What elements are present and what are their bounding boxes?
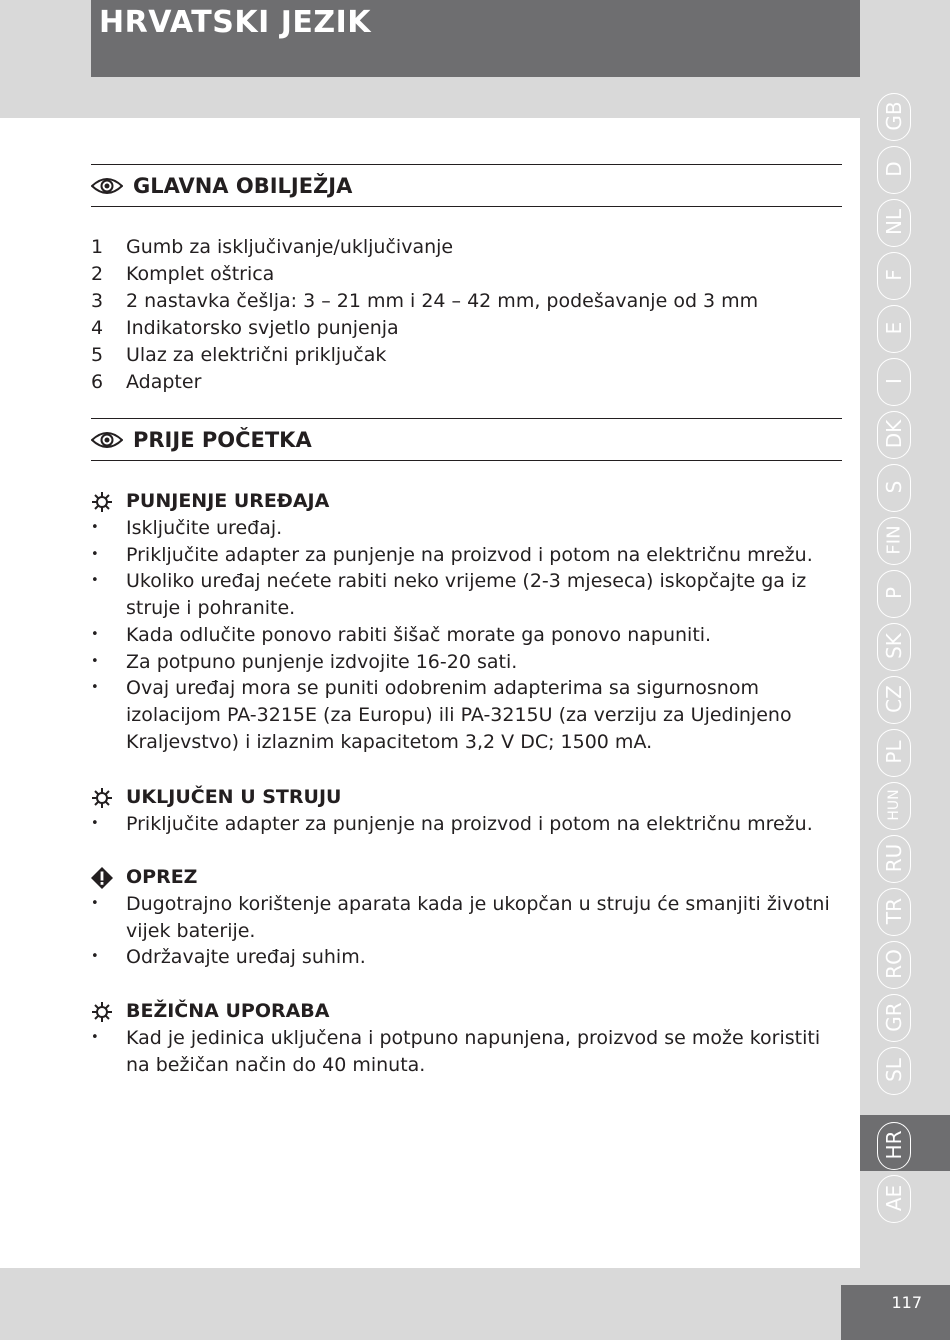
list-item: 2 Komplet oštrica bbox=[91, 263, 275, 285]
lang-tab-hun[interactable]: HUN bbox=[877, 782, 911, 828]
sun-icon bbox=[91, 1001, 113, 1023]
lang-tab-ro[interactable]: RO bbox=[877, 941, 911, 987]
lang-tab-gb[interactable]: GB bbox=[877, 93, 911, 139]
lang-tab-f[interactable]: F bbox=[877, 252, 911, 298]
eye-icon bbox=[91, 430, 123, 450]
lang-tab-ae[interactable]: AE bbox=[877, 1175, 911, 1221]
subsection-caution bbox=[91, 864, 842, 971]
lang-tab-ru[interactable]: RU bbox=[877, 835, 911, 881]
lang-tab-gr[interactable]: GR bbox=[877, 994, 911, 1040]
list-item: • Održavajte uređaj suhim. bbox=[91, 946, 366, 969]
subsection-plugged bbox=[91, 784, 842, 838]
lang-tab-sk[interactable]: SK bbox=[877, 623, 911, 669]
list-item: • Kada odlučite ponovo rabiti šišač morate ga ponovo napuniti. bbox=[91, 623, 712, 646]
list-item: 3 2 nastavka češlja: 3 – 21 mm i 24 – 42 mm, podešavanje od 3 mm bbox=[91, 290, 759, 312]
lang-tab-tr[interactable]: TR bbox=[877, 888, 911, 934]
lang-tab-cz[interactable]: CZ bbox=[877, 676, 911, 722]
section-title-features: GLAVNA OBILJEŽJA bbox=[133, 173, 353, 198]
subsection-title-caution: OPREZ bbox=[91, 864, 842, 891]
warning-icon bbox=[91, 867, 113, 889]
list-item: • Priključite adapter za punjenje na proizvod i potom na električnu mrežu. bbox=[91, 543, 813, 566]
subsection-charging bbox=[91, 488, 842, 755]
lang-tab-pl[interactable]: PL bbox=[877, 729, 911, 775]
list-item: 1 Gumb za isključivanje/uključivanje bbox=[91, 236, 454, 258]
lang-tab-i[interactable]: I bbox=[877, 358, 911, 404]
list-item: • Za potpuno punjenje izdvojite 16-20 sati. bbox=[91, 650, 518, 673]
lang-tab-p[interactable]: P bbox=[877, 570, 911, 616]
lang-tab-sl[interactable]: SL bbox=[877, 1047, 911, 1093]
list-item: 6 Adapter bbox=[91, 371, 202, 393]
section-header-before-start bbox=[91, 418, 842, 461]
lang-tab-e[interactable]: E bbox=[877, 305, 911, 351]
lang-tab-hr-active[interactable]: HR bbox=[877, 1122, 911, 1168]
list-item: • Isključite uređaj. bbox=[91, 517, 283, 539]
subsection-title-charging: PUNJENJE UREĐAJA bbox=[91, 488, 842, 515]
list-item: • Priključite adapter za punjenje na proizvod i potom na električnu mrežu. bbox=[91, 813, 813, 835]
subsection-title-plugged: UKLJUČEN U STRUJU bbox=[91, 784, 842, 811]
sun-icon bbox=[91, 787, 113, 809]
lang-tab-fin[interactable]: FIN bbox=[877, 517, 911, 563]
section-header-features bbox=[91, 164, 842, 207]
list-item: • Kad je jedinica uključena i potpuno napunjena, proizvod se može koristiti na bežičan način do 40 minuta. bbox=[91, 1027, 821, 1076]
features-list bbox=[91, 234, 842, 396]
eye-icon bbox=[91, 176, 123, 196]
list-item: • Ukoliko uređaj nećete rabiti neko vrijeme (2-3 mjeseca) iskopčajte ga iz struje i pohranite. bbox=[91, 570, 807, 620]
list-item: • Dugotrajno korištenje aparata kada je ukopčan u struju će smanjiti životni vijek baterije. bbox=[91, 893, 830, 942]
page-title: HRVATSKI JEZIK bbox=[99, 5, 372, 40]
section-title-before-start: PRIJE POČETKA bbox=[133, 427, 312, 452]
lang-tab-s[interactable]: S bbox=[877, 464, 911, 510]
list-item: • Ovaj uređaj mora se puniti odobrenim adapterima sa sigurnosnom izolacijom PA-3215E (za Europu) ili PA-3215U (za verziju za Ujedinjeno Kraljevstvo) i izlaznim kapacitetom 3,2 V DC; 1500 mA. bbox=[91, 677, 792, 753]
lang-tab-d[interactable]: D bbox=[877, 146, 911, 192]
lang-tab-nl[interactable]: NL bbox=[877, 199, 911, 245]
page-number: 117 bbox=[891, 1293, 922, 1312]
page-number-box bbox=[841, 1285, 950, 1340]
subsection-cordless bbox=[91, 998, 842, 1078]
sun-icon bbox=[91, 491, 113, 513]
lang-tab-dk[interactable]: DK bbox=[877, 411, 911, 457]
subsection-title-cordless: BEŽIČNA UPORABA bbox=[91, 998, 842, 1025]
list-item: 5 Ulaz za električni priključak bbox=[91, 344, 387, 366]
header-bar bbox=[91, 0, 860, 77]
list-item: 4 Indikatorsko svjetlo punjenja bbox=[91, 317, 399, 339]
